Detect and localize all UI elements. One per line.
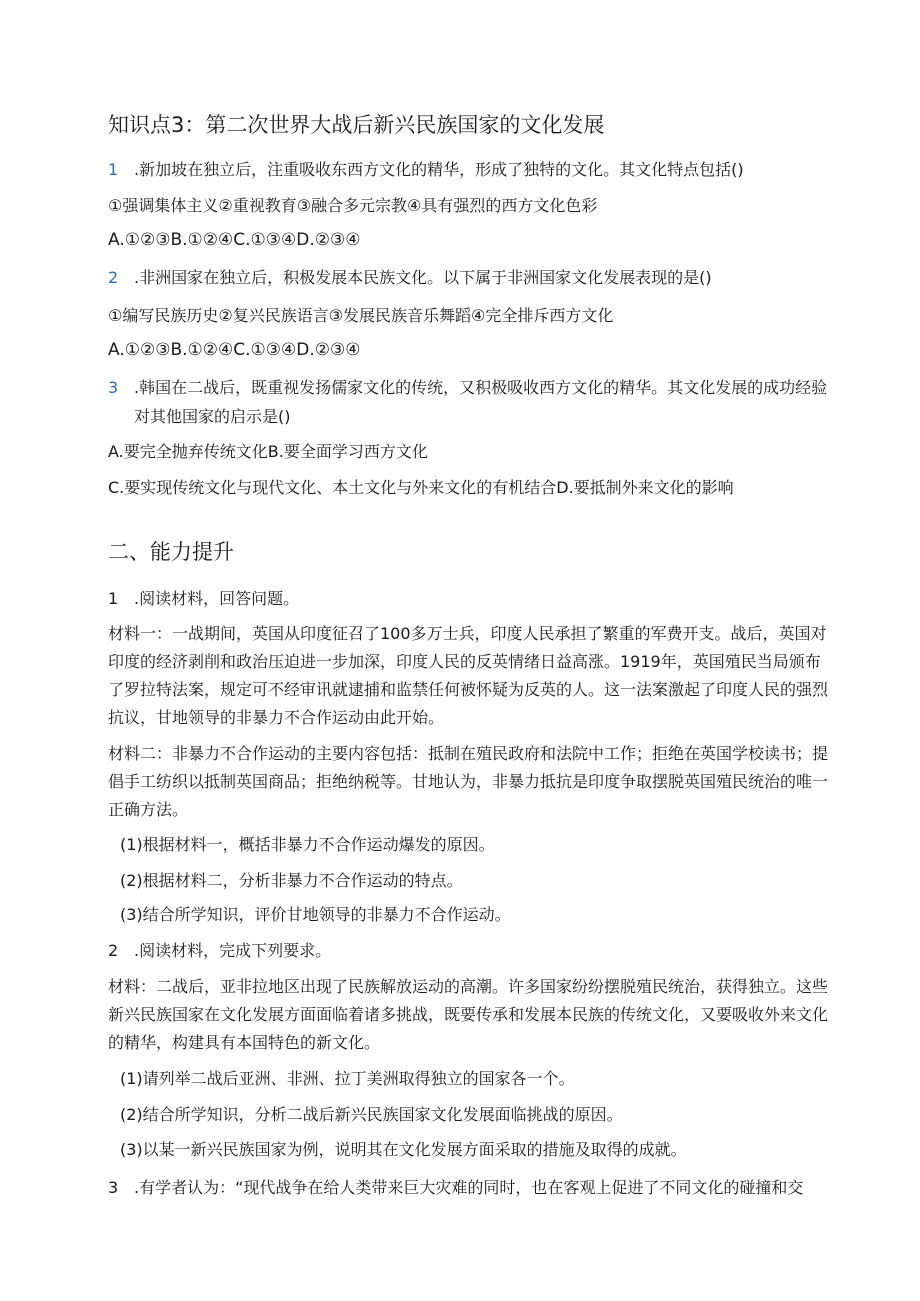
section-heading: 二、能力提升 xyxy=(108,540,234,564)
question-number: 3 xyxy=(108,378,119,397)
material-line: 倡手工纺织以抵制英国商品；拒绝纳税等。甘地认为，非暴力抵抗是印度争取摆脱英国殖民统治的唯一 xyxy=(108,772,829,791)
question-2-items: ①编写民族历史②复兴民族语言③发展民族音乐舞蹈④完全排斥西方文化 xyxy=(108,306,614,325)
sub-question: (3)以某一新兴民族国家为例，说明其在文化发展方面采取的措施及取得的成就。 xyxy=(120,1140,687,1159)
material-line: 印度的经济剥削和政治压迫进一步加深，印度人民的反英情绪日益高涨。1919年，英国殖民当局颁布 xyxy=(108,652,821,671)
material-line: 抗议，甘地领导的非暴力不合作运动由此开始。 xyxy=(108,708,445,727)
section-heading: 知识点3：第二次世界大战后新兴民族国家的文化发展 xyxy=(108,113,605,137)
question-1-options: A.①②③B.①②④C.①③④D.②③④ xyxy=(108,230,361,250)
problem-number: 3 xyxy=(108,1178,119,1197)
problem-2 xyxy=(108,940,331,962)
problem-number: 2 xyxy=(108,941,119,960)
question-1-items: ①强调集体主义②重视教育③融合多元宗教④具有强烈的西方文化色彩 xyxy=(108,196,598,215)
question-2 xyxy=(108,267,712,289)
material-line: 材料二：非暴力不合作运动的主要内容包括：抵制在殖民政府和法院中工作；拒绝在英国学校读书；提 xyxy=(108,744,829,763)
material-line: 正确方法。 xyxy=(108,800,189,819)
question-3-options-1: A.要完全抛弃传统文化B.要全面学习西方文化 xyxy=(108,442,428,461)
question-stem: .韩国在二战后，既重视发扬儒家文化的传统，又积极吸收西方文化的精华。其文化发展的成功经验 xyxy=(134,378,828,397)
sub-question: (3)结合所学知识，评价甘地领导的非暴力不合作运动。 xyxy=(120,905,511,924)
material-line: 了罗拉特法案，规定可不经审讯就逮捕和监禁任何被怀疑为反英的人。这一法案激起了印度人民的强烈 xyxy=(108,680,829,699)
question-2-options: A.①②③B.①②④C.①③④D.②③④ xyxy=(108,340,361,360)
question-stem: .非洲国家在独立后，积极发展本民族文化。以下属于非洲国家文化发展表现的是() xyxy=(134,268,712,287)
problem-stem: .有学者认为：“现代战争在给人类带来巨大灾难的同时，也在客观上促进了不同文化的碰撞和交 xyxy=(134,1178,804,1197)
sub-question: (2)根据材料二，分析非暴力不合作运动的特点。 xyxy=(120,871,463,890)
question-number: 1 xyxy=(108,160,119,179)
question-3-options-2: C.要实现传统文化与现代文化、本土文化与外来文化的有机结合D.要抵制外来文化的影响 xyxy=(108,478,734,497)
material-line: 新兴民族国家在文化发展方面面临着诸多挑战，既要传承和发展本民族的传统文化，又要吸收外来文化 xyxy=(108,1005,829,1024)
problem-1 xyxy=(108,588,299,610)
question-3 xyxy=(108,377,827,399)
question-1 xyxy=(108,159,744,181)
material-line: 材料：二战后，亚非拉地区出现了民族解放运动的高潮。许多国家纷纷摆脱殖民统治，获得独立。这些 xyxy=(108,977,829,996)
problem-number: 1 xyxy=(108,589,119,608)
problem-3 xyxy=(108,1177,803,1199)
problem-intro: .阅读材料，回答问题。 xyxy=(134,589,300,608)
material-line: 材料一：一战期间，英国从印度征召了100多万士兵，印度人民承担了繁重的军费开支。战后，英国对 xyxy=(108,624,827,643)
question-3-stem-cont: 对其他国家的启示是() xyxy=(134,407,291,426)
material-line: 的精华，构建具有本国特色的新文化。 xyxy=(108,1033,381,1052)
problem-intro: .阅读材料，完成下列要求。 xyxy=(134,941,332,960)
sub-question: (2)结合所学知识，分析二战后新兴民族国家文化发展面临挑战的原因。 xyxy=(120,1105,623,1124)
sub-question: (1)根据材料一，概括非暴力不合作运动爆发的原因。 xyxy=(120,835,495,854)
question-stem: .新加坡在独立后，注重吸收东西方文化的精华，形成了独特的文化。其文化特点包括() xyxy=(134,160,744,179)
question-number: 2 xyxy=(108,268,119,287)
sub-question: (1)请列举二战后亚洲、非洲、拉丁美洲取得独立的国家各一个。 xyxy=(120,1069,575,1088)
